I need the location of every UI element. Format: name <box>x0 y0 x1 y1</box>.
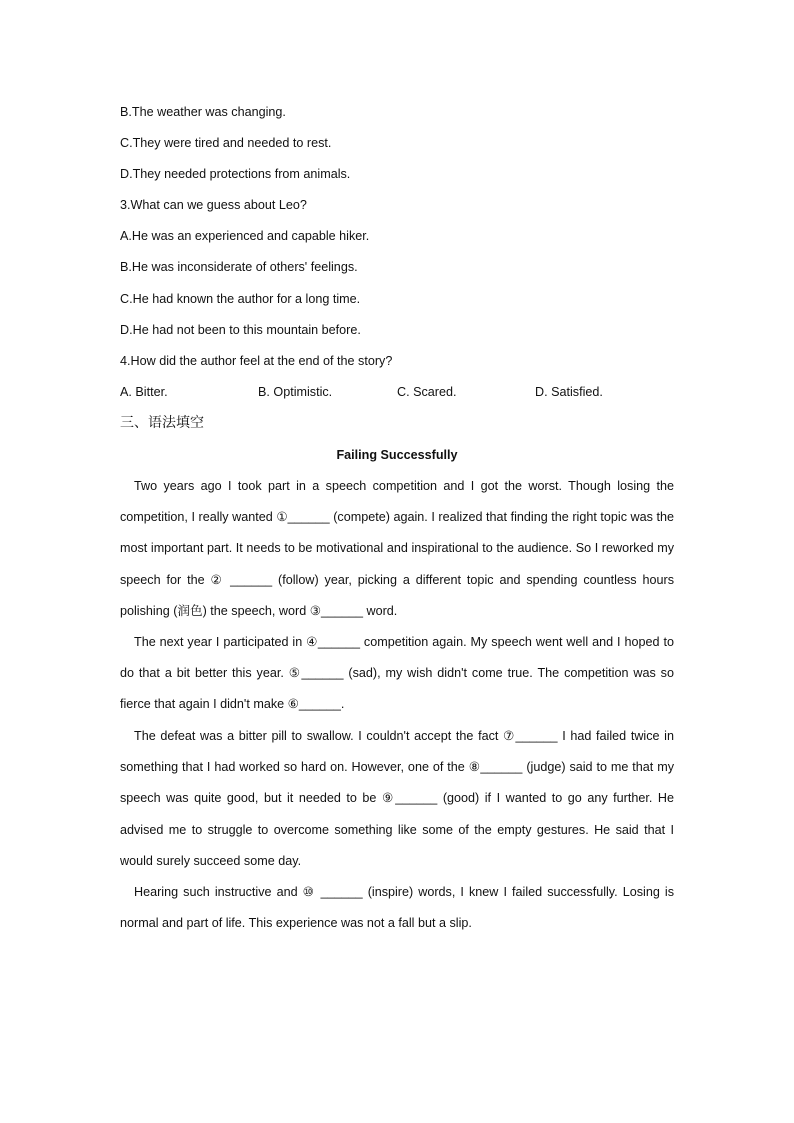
q4-options <box>120 384 674 400</box>
passage-paragraph-1: Two years ago I took part in a speech competition and I got the worst. Though losing the competition, I really wanted ①______ (compete) again. I realized that finding the right topic was the most important part. It needs to be motivational and inspirational to the audience. So I reworked my speech for the ② ______ (follow) year, picking a different topic and spending countless hours polishing (润色) the speech, word ③______ word. <box>120 479 674 618</box>
q3-option-d: D.He had not been to this mountain before. <box>120 323 361 337</box>
q4-option-c: C. Scared. <box>397 385 457 399</box>
q4-option-d: D. Satisfied. <box>535 385 603 399</box>
q3-option-c: C.He had known the author for a long time. <box>120 292 361 306</box>
q4-option-b: B. Optimistic. <box>258 385 333 399</box>
q3-option-b: B.He was inconsiderate of others' feelings. <box>120 260 358 274</box>
passage-paragraph-4: Hearing such instructive and ⑩ ______ (inspire) words, I knew I failed successfully. Losing is normal and part of life. This experience was not a fall but a slip. <box>120 885 674 931</box>
q2-option-c: C.They were tired and needed to rest. <box>120 136 332 150</box>
passage-paragraph-3: The defeat was a bitter pill to swallow. I couldn't accept the fact ⑦______ I had failed twice in something that I had worked so hard on. However, one of the ⑧______ (judge) said to me that my speech was quite good, but it needed to be ⑨______ (good) if I wanted to go any further. He advised me to struggle to overcome something like some of the empty gestures. He said that I would surely succeed some day. <box>120 729 674 868</box>
passage-paragraph-2: The next year I participated in ④______ competition again. My speech went well and I hoped to do that a bit better this year. ⑤______ (sad), my wish didn't come true. The competition was so fierce that again I didn't make ⑥______. <box>120 635 674 712</box>
q2-option-b: B.The weather was changing. <box>120 105 286 119</box>
q3-option-a: A.He was an experienced and capable hiker. <box>120 229 370 243</box>
q4-option-a: A. Bitter. <box>120 385 168 399</box>
q2-option-d: D.They needed protections from animals. <box>120 167 351 181</box>
q4-stem: 4.How did the author feel at the end of the story? <box>120 354 393 368</box>
q3-stem: 3.What can we guess about Leo? <box>120 198 307 212</box>
passage-title: Failing Successfully <box>336 448 458 462</box>
section-heading: 三、语法填空 <box>120 415 204 431</box>
